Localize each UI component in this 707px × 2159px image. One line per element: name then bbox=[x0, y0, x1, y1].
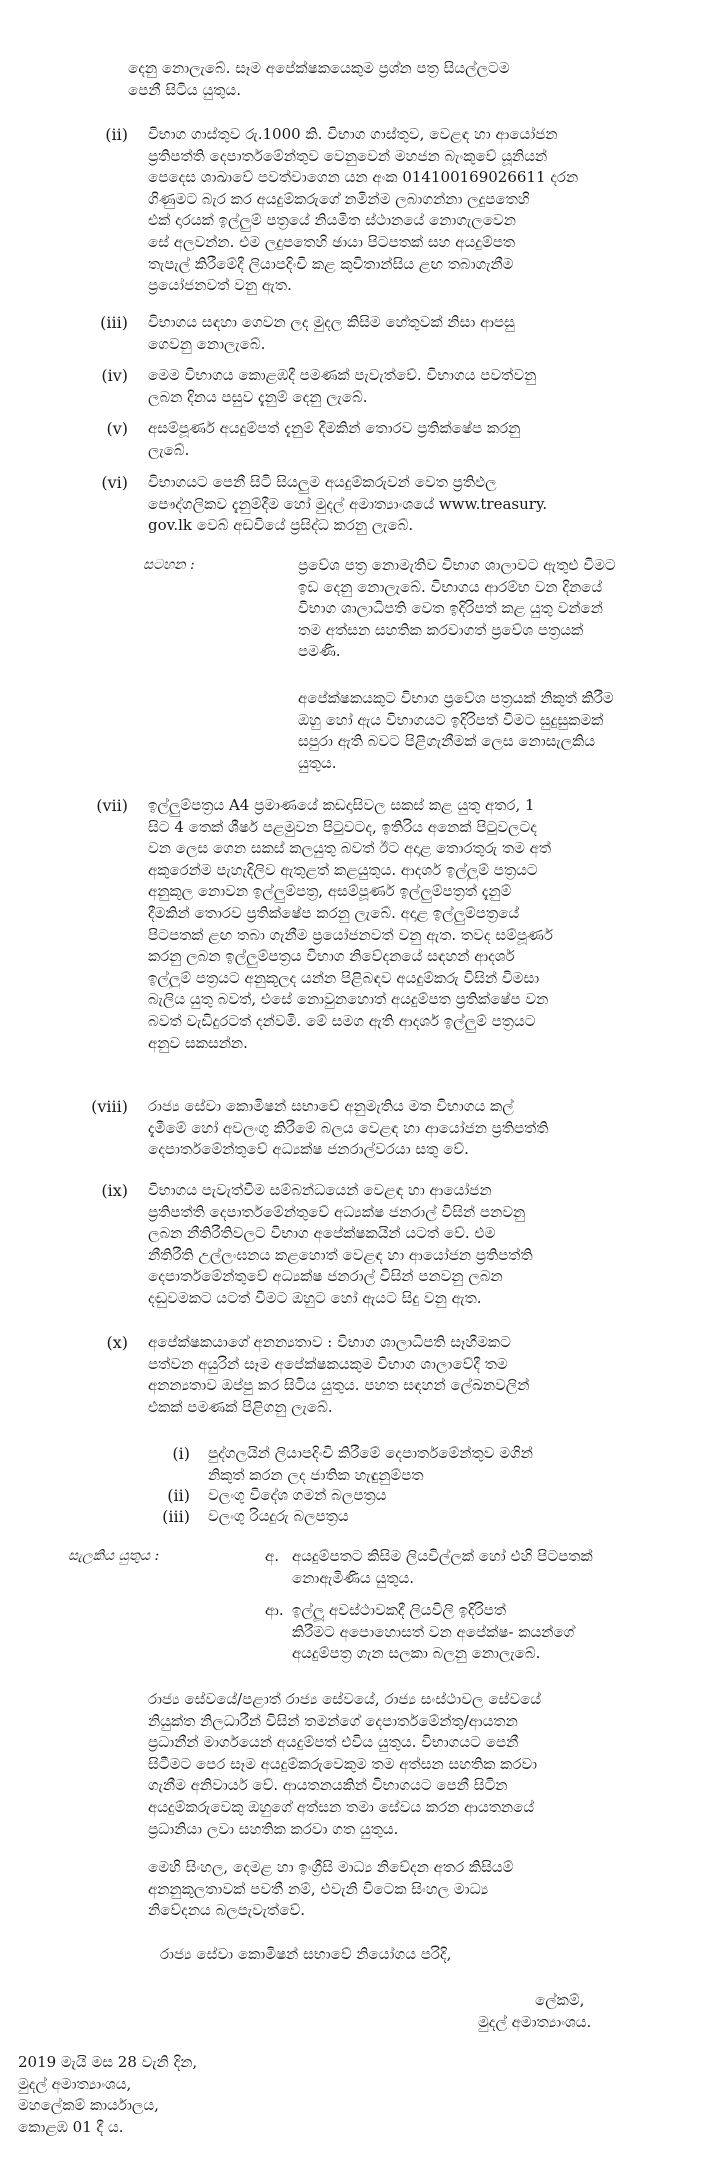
text-line: ලැබේ. bbox=[148, 440, 190, 459]
attention-label: සැලකිය යුතුය : bbox=[68, 1548, 160, 1564]
text-line: ඉල්ලූ අවස්ථාවකදී ලියවිලි ඉදිරිපත් bbox=[292, 1601, 507, 1619]
text-line: සිට 4 තෙක් ශීර්ෂ පළමුවන පිටුවටද, ඉතිරිය අනෙක් පිටුවලටද bbox=[148, 817, 537, 836]
text-line: රාජ්‍ය සේවා කොමිෂන් සභාවේ අනුමැතිය මත විභාගය කල් bbox=[148, 1097, 514, 1115]
clause-iii-text bbox=[148, 312, 628, 355]
text-line: දැමීමේ හෝ අවලංගු කිරීමේ බලය වෙළඳ හා ආයෝජන ප්‍රතිපත්ති bbox=[148, 1118, 549, 1137]
text-line: ප්‍රධානීන් මාර්ගයෙන් අයදුම්පත් එවිය යුතුය. විභාගයට පෙනී bbox=[148, 1733, 519, 1752]
clause-number: (x) bbox=[106, 1333, 128, 1352]
text-line: ලබන නීතිරීතිවලට විභාග අපේක්ෂකයින් යටත් වේ. එම bbox=[148, 1224, 496, 1243]
signature-ministry: මුදල් අමාත්‍යාංශය. bbox=[478, 2013, 592, 2031]
text-line: සපුරා ඇති බවට පිළිගැනීමක් ලෙස නොසැලකිය bbox=[298, 732, 596, 751]
text-line: එකක් පමණක් පිළිගනු ලැබේ. bbox=[148, 1397, 333, 1416]
text-line: gov.lk වෙබ් අඩවියේ ප්‍රසිද්ධ කරනු ලැබේ. bbox=[148, 516, 414, 535]
text-line: අයදුම්කරුවෙකු ඔහුගේ අත්සන තමා සේවය කරන ආයතනයේ bbox=[148, 1797, 535, 1816]
text-line: ගෙවනු නොලැබේ. bbox=[148, 334, 266, 353]
text-line: විභාගය පැවැත්වීම සම්බන්ධයෙන් වෙළඳ හා ආයෝජන bbox=[148, 1181, 492, 1199]
text-line: සිටීමට පෙර සෑම අයදුම්කරුවෙකුම තම අත්සන සහතික කරවා bbox=[148, 1754, 538, 1773]
text-line: එක් දාරයක් ඉල්ලුම් පත්‍රයේ නියමිත ස්ථානයේ නොගැලවෙන bbox=[148, 211, 516, 230]
text-line: ප්‍රධානියා ලවා සහතික කරවා ගත යුතුය. bbox=[148, 1819, 399, 1838]
text-line: නියුක්ත නිලධාරීන් විසින් තමන්ගේ දෙපාර්තමේන්තු/ආයතන bbox=[148, 1711, 518, 1730]
text-line: අපේක්ෂකයකුට විභාග ප්‍රවේශ පත්‍රයක් නිකුත් කිරීම bbox=[298, 689, 614, 707]
text-line: දෙපාර්තමේන්තුවේ අධ්‍යක්ෂ ජනරාල්වරයා සතු වේ. bbox=[148, 1140, 469, 1159]
clause-x-text bbox=[148, 1332, 628, 1418]
text-line: ගැනීම අනිවාර්ය වේ. ආයතනයකින් විභාගයට පෙනී සිටින bbox=[148, 1776, 508, 1795]
subitem-number: (ii) bbox=[167, 1486, 190, 1505]
text-line: අනුකූල නොවන ඉල්ලුම්පත්‍ර, අසම්පූර්ණ ඉල්ලුම්පත්‍රත් දැනුම් bbox=[148, 882, 512, 901]
text-line: ගිණුමට බැර කර අයදුම්කරුගේ නමින්ම ලබාගන්නා ලදුපතෙහි bbox=[148, 189, 530, 208]
text-line: අපේක්ෂකයාගේ අනන්‍යතාව : විභාග ශාලාධිපති සෑහීමකට bbox=[148, 1333, 511, 1351]
subitem-number: (i) bbox=[172, 1444, 190, 1463]
text-line: නිකුත් කරන ලද ජාතික හැඳුනුම්පත bbox=[208, 1465, 424, 1484]
clause-number: (iv) bbox=[101, 366, 128, 385]
text-line: අනුව සකසන්න. bbox=[148, 1033, 248, 1052]
closing-paragraph-1 bbox=[148, 1689, 628, 1840]
text-line: තැපැල් කිරීමේදී ලියාපදිංචි කළ කුවිතාන්සිය ළඟ තබාගැනීම bbox=[148, 254, 514, 273]
text-line: පෞද්ගලිකව දැනුම්දීම හෝ මුදල් අමාත්‍යාංශයේ www.treasury. bbox=[148, 494, 548, 513]
note-paragraph-1 bbox=[298, 555, 628, 663]
issue-office: මහලේකම් කාර්යාලය, bbox=[18, 2096, 159, 2115]
clause-number: (vi) bbox=[101, 473, 128, 492]
text-line: වලංගු රියදුරු බලපත්‍රය bbox=[208, 1507, 349, 1525]
text-line: දෙනු නොලැබේ. සෑම අපේක්ෂකයෙකුම ප්‍රශ්න පත්‍ර සියල්ලටම bbox=[128, 59, 510, 77]
text-line: යුතුය. bbox=[298, 753, 337, 772]
text-line: පමණි. bbox=[298, 642, 341, 661]
text-line: ප්‍රතිපත්ති දෙපාර්තමේන්තුවේ අධ්‍යක්ෂ ජනරාල් විසින් පනවනු bbox=[148, 1202, 526, 1221]
text-line: අයදුම්පතට කිසිම ලියවිල්ලක් හෝ එහි පිටපතක් bbox=[292, 1547, 593, 1565]
signature-title: ලේකම්, bbox=[535, 1991, 585, 2009]
text-line: කිරීමට අපොහොසත් වන අපේක්ෂ- කයන්ගේ bbox=[292, 1622, 575, 1641]
issue-place: කොළඹ 01 දී ය. bbox=[18, 2117, 124, 2136]
clause-number: (ii) bbox=[105, 125, 128, 144]
text-line: දඬුවමකට යටත් වීමට ඔහුට හෝ ඇයට සිදු වනු ඇත. bbox=[148, 1288, 482, 1307]
issue-ministry: මුදල් අමාත්‍යාංශය, bbox=[18, 2074, 132, 2093]
text-line: වන ලෙස ගෙන සකස් කලයුතු බවත් ඊට අදාළ තොරතුරු තම අත් bbox=[148, 839, 552, 858]
clause-viii-text bbox=[148, 1096, 628, 1161]
subitem-text bbox=[208, 1443, 628, 1486]
clause-number: (vii) bbox=[96, 796, 128, 815]
text-line: මෙම විභාගය කොළඹදී පමණක් පැවැත්වේ. විභාගය පවත්වනු bbox=[148, 366, 537, 384]
note-paragraph-2 bbox=[298, 688, 628, 774]
text-line: දෙපාර්තමේන්තුවේ අධ්‍යක්ෂ ජනරාල් විසින් පනවනු ලබන bbox=[148, 1267, 503, 1286]
text-line: ඉඩ දෙනු නොලැබේ. විභාගය ආරම්භ වන දිනයේ bbox=[298, 577, 603, 596]
clause-ii-text bbox=[148, 124, 628, 297]
text-line: පිටපතක් ළඟ තබා ගැනීම ප්‍රයෝජනවත් වනු ඇත. තවද සම්පූර්ණ bbox=[148, 925, 553, 944]
text-line: විභාග ශාලාධිපති වෙත ඉදිරිපත් කළ යුතු වන්නේ bbox=[298, 599, 603, 618]
clause-v-text bbox=[148, 418, 628, 461]
text-line: පෙනී සිටිය යුතුය. bbox=[128, 80, 241, 99]
note-label: සටහන : bbox=[143, 557, 195, 573]
text-line: අනනුකූලතාවක් පවතී නම්, එවැනි විටෙක සිංහල මාධ්‍ය bbox=[148, 1879, 489, 1898]
text-line: දීමකින් තොරව ප්‍රතික්ෂේප කරනු ලැබේ. අදාළ ඉල්ලුම්පත්‍රයේ bbox=[148, 903, 520, 922]
text-line: ප්‍රතිපත්ති දෙපාර්තමේන්තුව වෙනුවෙන් මහජන බැංකුවේ යූනියන් bbox=[148, 146, 548, 165]
subitem-text bbox=[208, 1485, 628, 1507]
clause-number: (ix) bbox=[101, 1181, 128, 1200]
clause-number: (iii) bbox=[100, 313, 128, 332]
clause-vi-text bbox=[148, 472, 628, 537]
attention-b-label: ආ. bbox=[265, 1601, 284, 1619]
text-line: විභාග ගාස්තුව රු.1000 කි. විභාග ගාස්තුව, වෙළඳ හා ආයෝජන bbox=[148, 125, 558, 143]
text-line: තම අත්සන සහතික කරවාගත් ප්‍රවේශ පත්‍රයක් bbox=[298, 620, 584, 639]
order-line: රාජ්‍ය සේවා කොමිෂන් සභාවේ නියෝගය පරිදි, bbox=[160, 1945, 452, 1963]
text-line: නොඇමිණිය යුතුය. bbox=[292, 1568, 415, 1587]
attention-a-text bbox=[292, 1546, 628, 1589]
subitem-text bbox=[208, 1506, 628, 1528]
text-line: අසම්පූර්ණ අයදුම්පත් දැනුම් දීමකින් තොරව ප්‍රතික්ෂේප කරනු bbox=[148, 419, 521, 437]
text-line: පුද්ගලයින් ලියාපදිංචි කිරීමේ දෙපාර්තමේන්තුව මගින් bbox=[208, 1444, 533, 1462]
issue-footer bbox=[18, 2052, 318, 2138]
text-line: මෙහි සිංහල, දෙමළ හා ඉංග්‍රීසි මාධ්‍ය නිවේදන අතර කිසියම් bbox=[148, 1858, 514, 1876]
issue-date: 2019 මැයි මස 28 වැනි දින, bbox=[18, 2053, 198, 2071]
clause-number: (viii) bbox=[91, 1097, 128, 1116]
text-line: අනන්‍යතාව ඔප්පු කර සිටිය යුතුය. පහත සඳහන් ලේඛනවලින් bbox=[148, 1376, 530, 1395]
clause-ix-text bbox=[148, 1180, 628, 1310]
subitem-number: (iii) bbox=[162, 1507, 190, 1526]
text-line: පෙදෙස ශාඛාවේ පවත්වාගෙන යන අංක 014100169026611 දරන bbox=[148, 168, 579, 187]
text-line: බවත් වැඩිදුරටත් දන්වමි. මේ සමග ඇති ආදර්ශ ඉල්ලුම් පත්‍රයට bbox=[148, 1011, 536, 1030]
text-line: ලබන දිනය පසුව දැනුම් දෙනු ලැබේ. bbox=[148, 387, 368, 406]
text-line: විභාගයට පෙනී සිටි සියලුම අයදුම්කරුවන් වෙත ප්‍රතිඵල bbox=[148, 473, 497, 491]
text-line: නිවේදනය බලපැවැත්වේ. bbox=[148, 1901, 306, 1920]
clause-iv-text bbox=[148, 365, 628, 408]
text-line: ප්‍රවේශ පත්‍ර නොමැතිව විභාග ශාලාවට ඇතුළු වීමට bbox=[298, 556, 616, 574]
text-line: ප්‍රයෝජනවත් වනු ඇත. bbox=[148, 276, 292, 295]
text-line: ඉල්ලුම් පත්‍රයට අනුකූලද යන්න පිළිබඳව අයදුම්කරු විසින් විමසා bbox=[148, 968, 540, 987]
text-line: බැලිය යුතු බවත්, එසේ නොවුනහොත් අයදුම්පත ප්‍රතික්ෂේප වන bbox=[148, 990, 549, 1009]
text-line: ඉල්ලුම්පත්‍රය A4 ප්‍රමාණයේ කඩදාසිවල සකස් කළ යුතු අතර, 1 bbox=[148, 796, 535, 814]
text-line: පත්වන අයුරින් සෑම අපේක්ෂකයකුම විභාග ශාලාවේදී තම bbox=[148, 1354, 508, 1373]
text-line: රාජ්‍ය සේවයේ/පළාත් රාජ්‍ය සේවයේ, රාජ්‍ය සංස්ථාවල සේවයේ bbox=[148, 1690, 542, 1708]
text-line: අයදුම්පත්‍ර ගැන සලකා බලනු නොලැබේ. bbox=[292, 1644, 541, 1663]
text-line: කරනු ලබන ඉල්ලුම්පත්‍රය විභාග නිවේදනයේ සඳහන් ආදර්ශ bbox=[148, 947, 515, 966]
text-line: ඔහු හෝ ඇය විභාගයට ඉදිරිපත් වීමට සුදුසුකමක් bbox=[298, 710, 604, 729]
intro-paragraph bbox=[128, 58, 628, 101]
clause-number: (v) bbox=[106, 419, 128, 438]
clause-vii-text bbox=[148, 795, 628, 1054]
text-line: අකුරෙන්ම පැහැදිලිව ඇතුළත් කළයුතුය. ආදර්ශ ඉල්ලුම් පත්‍රයට bbox=[148, 860, 538, 879]
text-line: වලංගු විදේශ ගමන් බලපත්‍රය bbox=[208, 1486, 387, 1504]
closing-paragraph-2 bbox=[148, 1857, 628, 1922]
text-line: නීතිරීති උල්ලංඝනය කළහොත් වෙළඳ හා ආයෝජන ප්‍රතිපත්ති bbox=[148, 1245, 533, 1264]
text-line: විභාගය සඳහා ගෙවන ලද මුදල කිසිම හේතුවක් නිසා ආපසු bbox=[148, 313, 515, 331]
attention-b-text bbox=[292, 1600, 628, 1665]
attention-a-label: අ. bbox=[265, 1547, 280, 1565]
text-line: සේ අලවන්න. එම ලදුපතෙහි ඡායා පිටපතක් සහ අයදුම්පත bbox=[148, 232, 516, 251]
